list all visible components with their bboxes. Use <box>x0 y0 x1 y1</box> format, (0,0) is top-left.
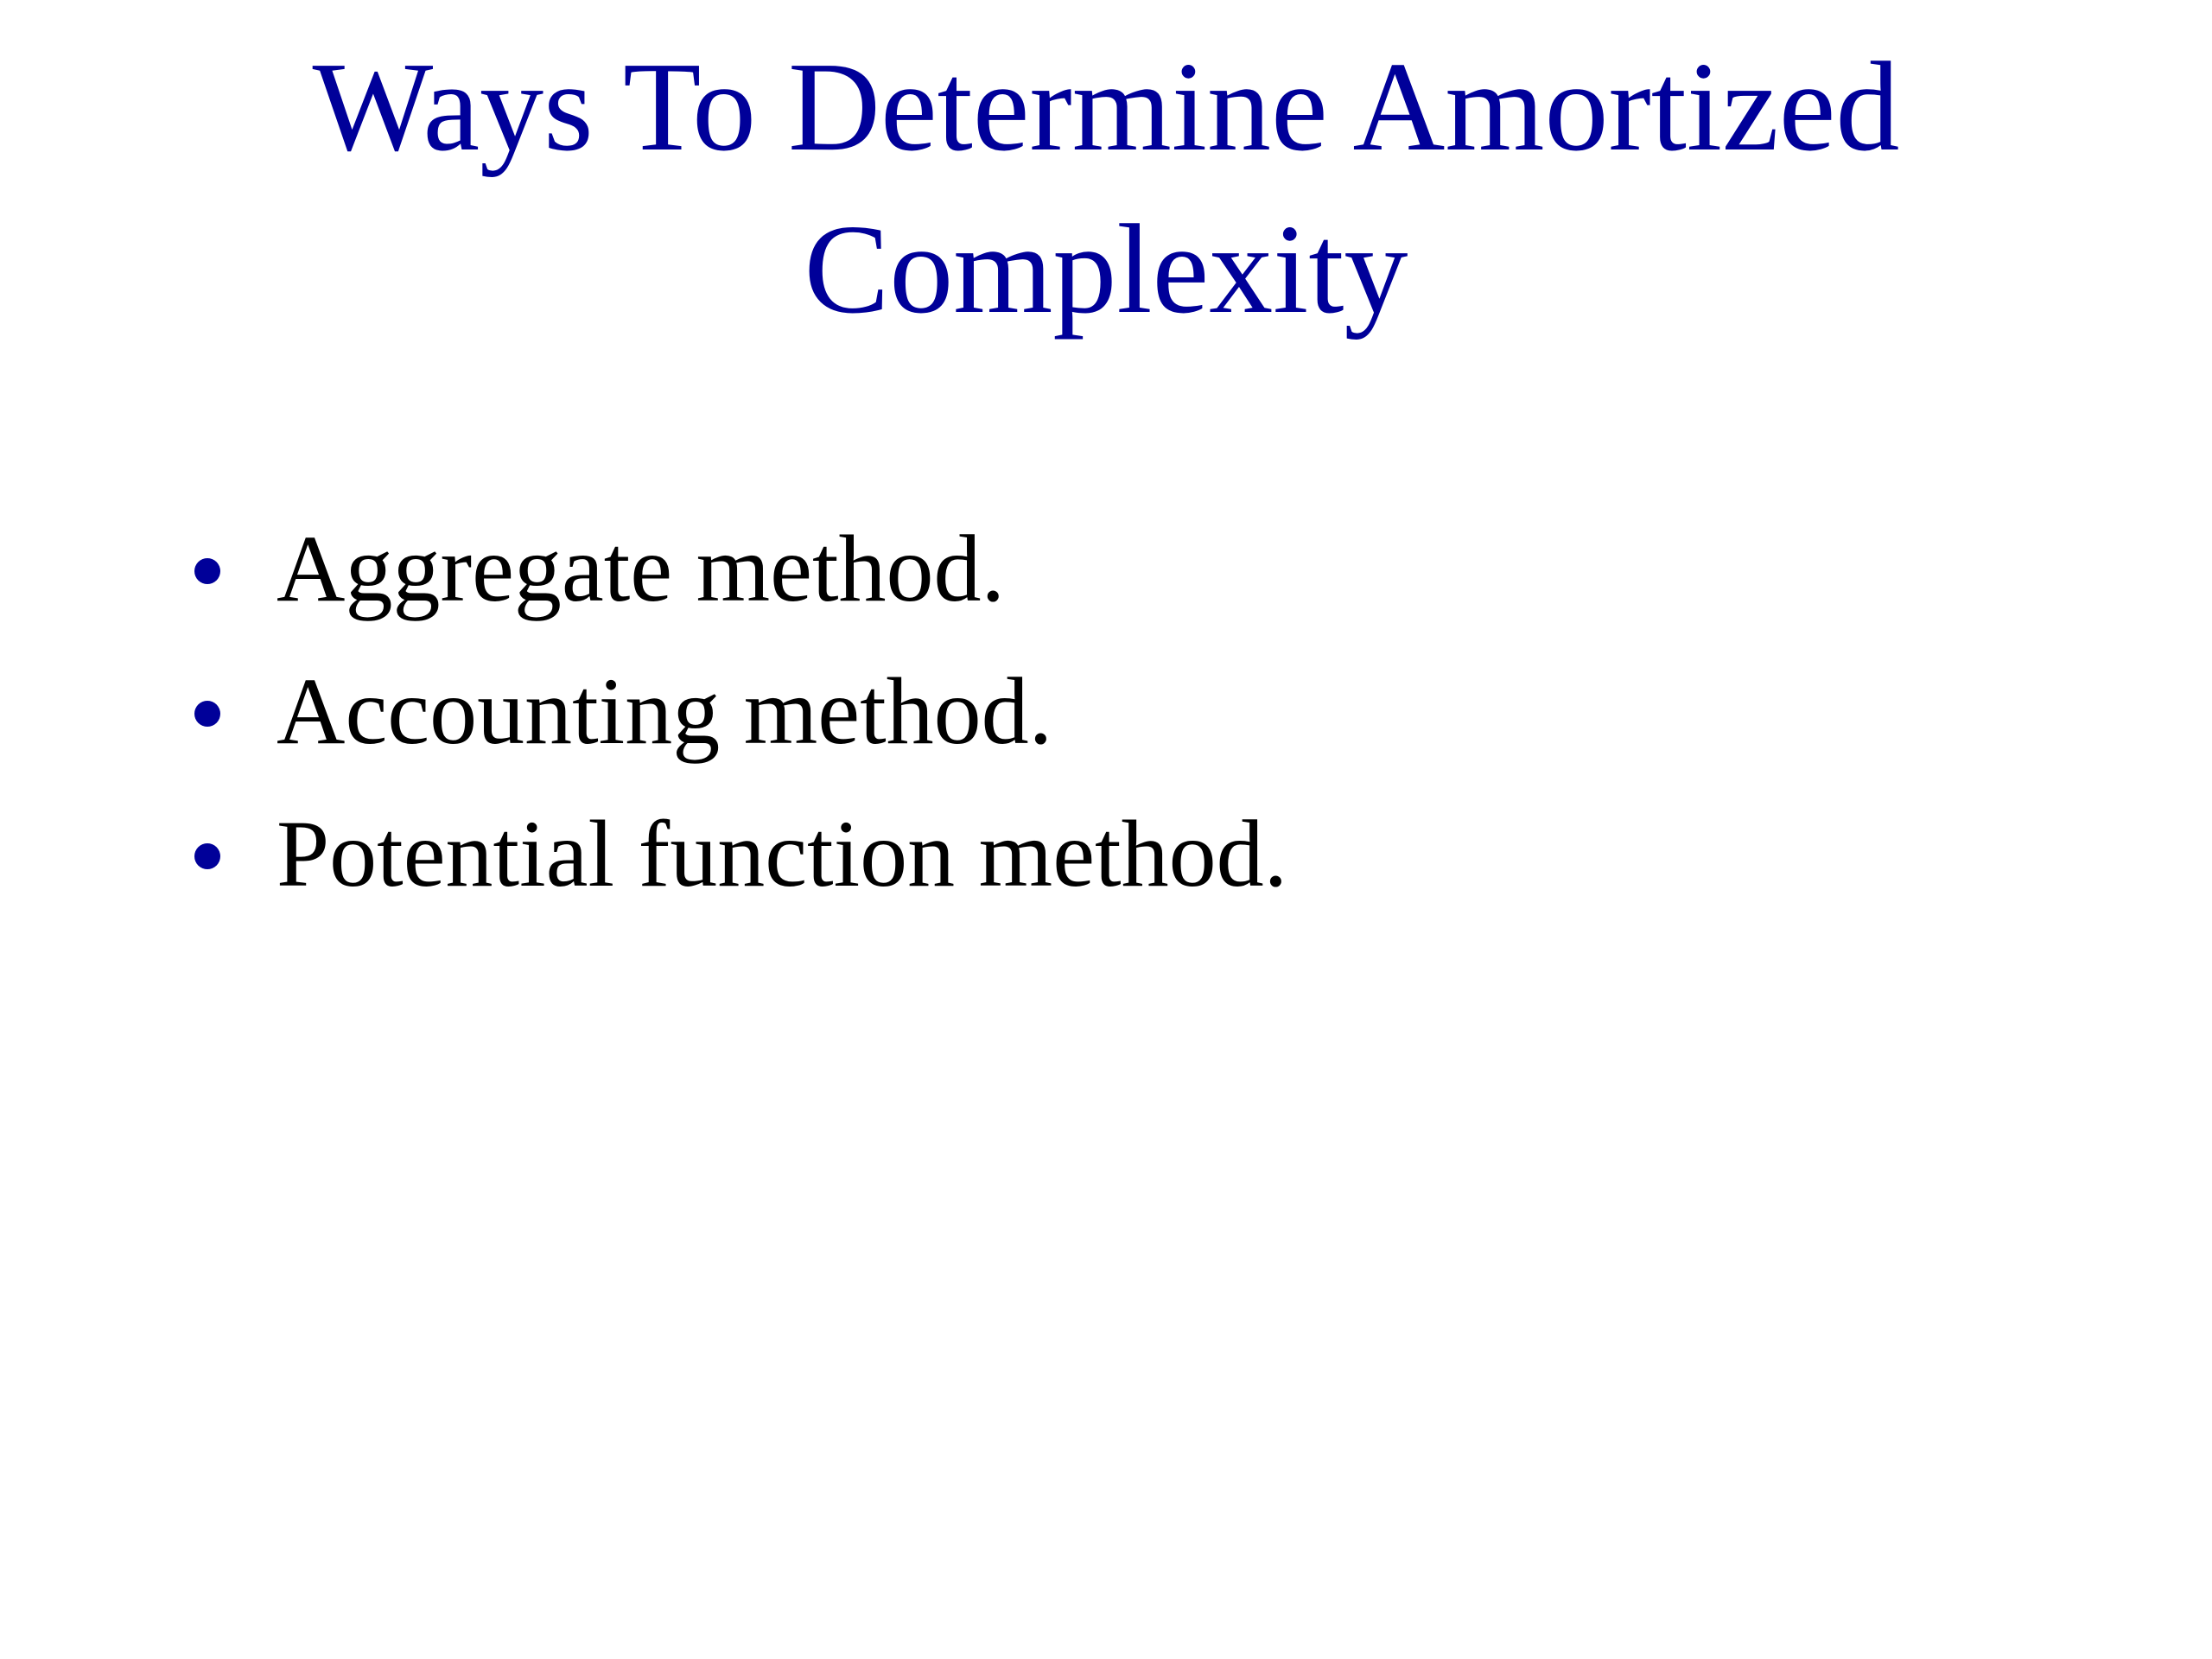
bullet-dot-icon <box>194 558 220 584</box>
slide-title-line-2: Complexity <box>804 199 1408 340</box>
bullet-text: Accounting method. <box>276 658 1053 764</box>
slide-title <box>0 26 2212 351</box>
bullet-text: Aggregate method. <box>276 515 1006 621</box>
bullet-item-accounting <box>181 639 2082 782</box>
bullet-dot-icon <box>194 843 220 869</box>
bullet-dot-icon <box>194 701 220 727</box>
slide-title-line-1: Ways To Determine Amortized <box>312 36 1900 178</box>
bullet-text: Potential function method. <box>276 800 1288 906</box>
bullet-item-potential-function <box>181 782 2082 925</box>
bullet-list <box>181 497 2082 925</box>
bullet-item-aggregate <box>181 497 2082 639</box>
